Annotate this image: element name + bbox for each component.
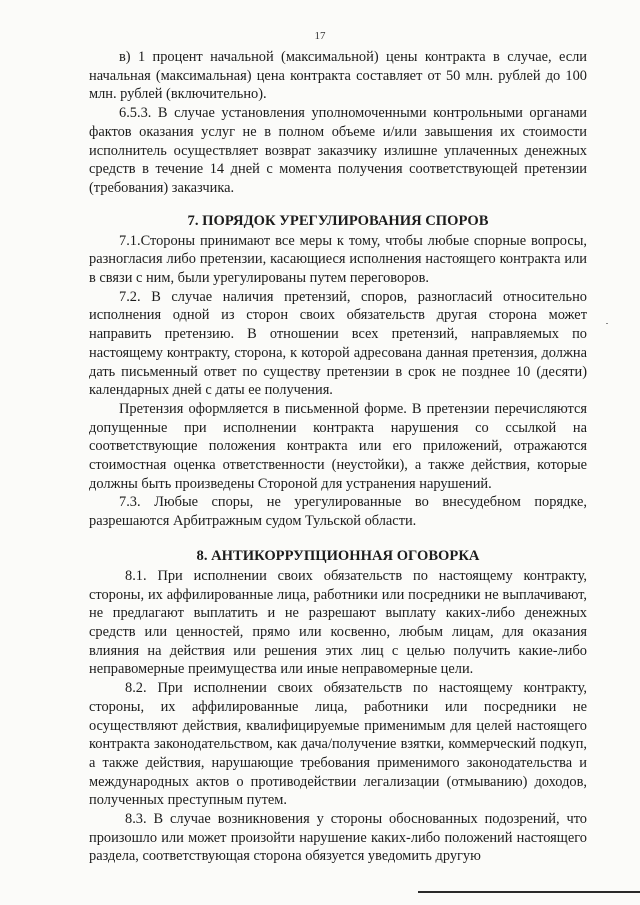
paragraph-8-2: 8.2. При исполнении своих обязательств по настоящему контракту, стороны, их аффилированные лица, работники или посредники не осуществляют действия, квалифицируемые применимым для целей настоящего контракта законодательством, как дача/получение взятки, коммерческий подкуп, а также действия, нарушающие требования применимого законодательства и международных актов о противодействии легализации (отмыванию) доходов, полученных преступным путем.: [89, 680, 587, 809]
paragraph-8-1: 8.1. При исполнении своих обязательств по настоящему контракту, стороны, их аффилированные лица, работники или посредники не выплачивают, не предлагают выплатить и не разрешают выплату каких-либо денежных средств или ценностей, прямо или косвенно, любым лицам, для оказания влияния на действия или решения этих лиц с целью получить какие-либо неправомерные преимущества или иные неправомерные цели.: [89, 567, 587, 678]
paragraph-6-5-3: 6.5.3. В случае установления уполномоченными контрольными органами фактов оказания услуг не в полном объеме и/или завышения их стоимости исполнитель осуществляет возврат заказчику излишне уплаченных денежных средств в течение 14 дней с момента получения соответствующей претензии (требования) заказчика.: [89, 105, 587, 196]
section-8-title: 8. АНТИКОРРУПЦИОННАЯ ОГОВОРКА: [196, 547, 480, 564]
paragraph-7-3: 7.3. Любые споры, не урегулированные во внесудебном порядке, разрешаются Арбитражным судом Тульской области.: [89, 494, 587, 530]
paragraph-claim-form: Претензия оформляется в письменной форме. В претензии перечисляются допущенные при исполнении контракта нарушения со ссылкой на соответствующие положения контракта или его приложений, отражаются стоимостная оценка ответственности (неустойки), а также действия, которые должны быть произведены Стороной для устранения нарушений.: [89, 400, 587, 492]
paragraph-7-1: 7.1.Стороны принимают все меры к тому, чтобы любые спорные вопросы, разногласия либо претензии, касающиеся исполнения настоящего контракта или в связи с ним, были урегулированы путем переговоров.: [89, 232, 587, 287]
document-body: [89, 48, 587, 866]
bottom-rule-line: [418, 891, 640, 893]
scan-speck: [606, 323, 608, 324]
paragraph-8-3: 8.3. В случае возникновения у стороны обоснованных подозрений, что произошло или может произойти нарушение каких-либо положений настоящего раздела, соответствующая сторона обязуется уведомить другую: [89, 811, 587, 865]
section-7-title: 7. ПОРЯДОК УРЕГУЛИРОВАНИЯ СПОРОВ: [187, 212, 489, 229]
paragraph-6-5-2-c: в) 1 процент начальной (максимальной) цены контракта в случае, если начальная (максимальная) цена контракта составляет от 50 млн. рублей до 100 млн. рублей (включительно).: [89, 49, 587, 103]
page-number: 17: [314, 30, 326, 42]
paragraph-7-2: 7.2. В случае наличия претензий, споров, разногласий относительно исполнения одной из сторон своих обязательств другая сторона может направить претензию. В отношении всех претензий, направляемых по настоящему контракту, сторона, к которой адресована данная претензия, должна дать письменный ответ по существу претензии в срок не позднее 10 (десяти) календарных дней с даты ее получения.: [89, 288, 587, 399]
